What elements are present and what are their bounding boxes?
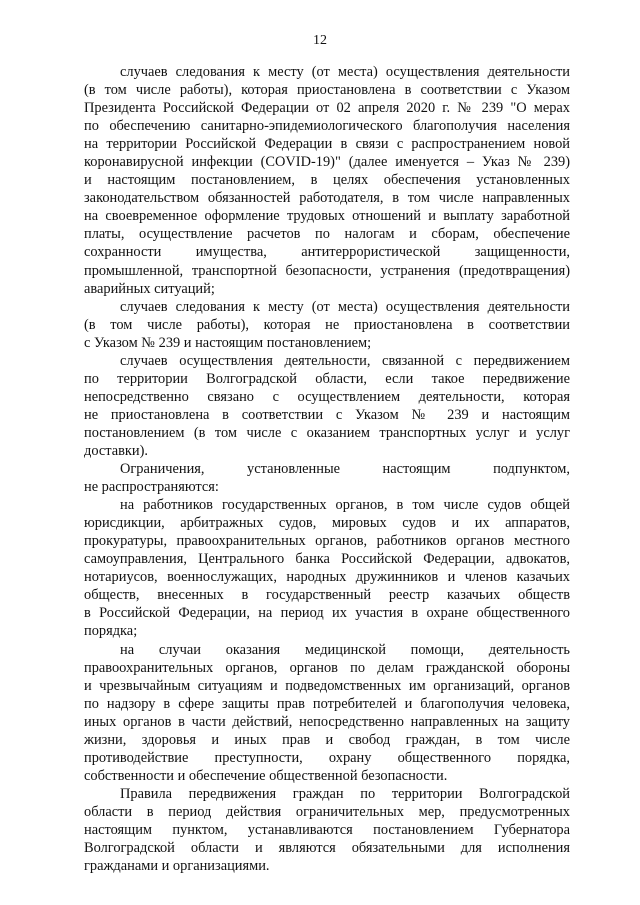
text-line: не приостановлена в соответствии с Указом № 239 и настоящим bbox=[84, 406, 570, 423]
paragraph bbox=[84, 460, 570, 496]
text-line: платы, осуществление расчетов по налогам и сборам, обеспечение bbox=[84, 226, 570, 243]
text-line: гражданами и организациями. bbox=[84, 858, 270, 875]
paragraph bbox=[84, 63, 570, 298]
text-line: жизни, здоровья и иных прав и свобод граждан, в том числе bbox=[84, 731, 570, 748]
text-line: противодействие преступности, охрану общественного порядка, bbox=[84, 749, 570, 766]
text-line: законодательством обязанностей работодателя, в том числе направленных bbox=[84, 190, 570, 207]
paragraph bbox=[84, 496, 570, 640]
document-body bbox=[84, 63, 570, 875]
text-line: случаев следования к месту (от места) осуществления деятельности bbox=[120, 64, 570, 80]
text-line: (в том числе работы), которая приостановлена в соответствии с Указом bbox=[84, 82, 570, 99]
text-line: иных органов в части действий, непосредственно направленных на защиту bbox=[84, 713, 570, 730]
paragraph bbox=[84, 785, 570, 875]
text-line: по обеспечению санитарно-эпидемиологического благополучия населения bbox=[84, 118, 570, 135]
text-line: нотариусов, военнослужащих, народных дружинников и членов казачьих bbox=[84, 569, 570, 586]
text-line: Правила передвижения граждан по территории Волгоградской bbox=[120, 785, 570, 802]
text-line: промышленной, транспортной безопасности, устранения (предотвращения) bbox=[84, 262, 570, 279]
text-line: Волгоградской области и являются обязательными для исполнения bbox=[84, 840, 570, 857]
text-line: области в период действия ограничительных мер, предусмотренных bbox=[84, 803, 570, 820]
text-line: прокуратуры, правоохранительных органов, работников органов местного bbox=[84, 533, 570, 550]
text-line: случаев осуществления деятельности, связанной с передвижением bbox=[120, 352, 570, 369]
paragraph bbox=[84, 298, 570, 352]
text-line: коронавирусной инфекции (COVID-19)" (далее именуется – Указ № 239) bbox=[84, 154, 570, 171]
text-line: Ограничения, установленные настоящим подпунктом, bbox=[120, 461, 570, 478]
text-line: собственности и обеспечение общественной безопасности. bbox=[84, 767, 448, 784]
text-line: на своевременное оформление трудовых отношений и выплату заработной bbox=[84, 208, 570, 225]
text-line: не распространяются: bbox=[84, 479, 219, 496]
text-line: и чрезвычайным ситуациям и подведомственных им организаций, органов bbox=[84, 677, 570, 694]
text-line: по территории Волгоградской области, если такое передвижение bbox=[84, 370, 570, 387]
text-line: и настоящим постановлением, в целях обеспечения установленных bbox=[84, 172, 570, 189]
text-line: случаев следования к месту (от места) осуществления деятельности bbox=[120, 298, 570, 315]
text-line: (в том числе работы), которая не приостановлена в соответствии bbox=[84, 316, 570, 333]
text-line: порядка; bbox=[84, 623, 138, 640]
text-line: юрисдикции, арбитражных судов, мировых судов и их аппаратов, bbox=[84, 515, 570, 532]
text-line: самоуправления, Центрального банка Российской Федерации, адвокатов, bbox=[84, 551, 570, 568]
text-line: в Российской Федерации, на период их участия в охране общественного bbox=[84, 605, 570, 622]
text-line: на случаи оказания медицинской помощи, деятельность bbox=[120, 641, 570, 658]
text-line: на территории Российской Федерации в связи с распространением новой bbox=[84, 136, 570, 153]
paragraph bbox=[84, 352, 570, 460]
page-number: 12 bbox=[313, 33, 327, 48]
text-line: настоящим пунктом, устанавливаются постановлением Губернатора bbox=[84, 821, 570, 838]
text-line: с Указом № 239 и настоящим постановлением; bbox=[84, 334, 372, 351]
text-line: сохранности имущества, антитеррористической защищенности, bbox=[84, 244, 570, 261]
text-line: непосредственно связано с осуществлением деятельности, которая bbox=[84, 388, 570, 405]
paragraph bbox=[84, 641, 570, 785]
text-line: Президента Российской Федерации от 02 апреля 2020 г. № 239 "О мерах bbox=[84, 100, 570, 117]
text-line: обществ, внесенных в государственный реестр казачьих обществ bbox=[84, 587, 570, 604]
text-line: правоохранительных органов, органов по делам гражданской обороны bbox=[84, 659, 570, 676]
text-line: по надзору в сфере защиты прав потребителей и благополучия человека, bbox=[84, 695, 570, 712]
text-line: доставки). bbox=[84, 442, 148, 459]
text-line: аварийных ситуаций; bbox=[84, 280, 215, 297]
text-line: постановлением (в том числе с оказанием транспортных услуг и услуг bbox=[84, 424, 570, 441]
text-line: на работников государственных органов, в том числе судов общей bbox=[120, 497, 570, 514]
